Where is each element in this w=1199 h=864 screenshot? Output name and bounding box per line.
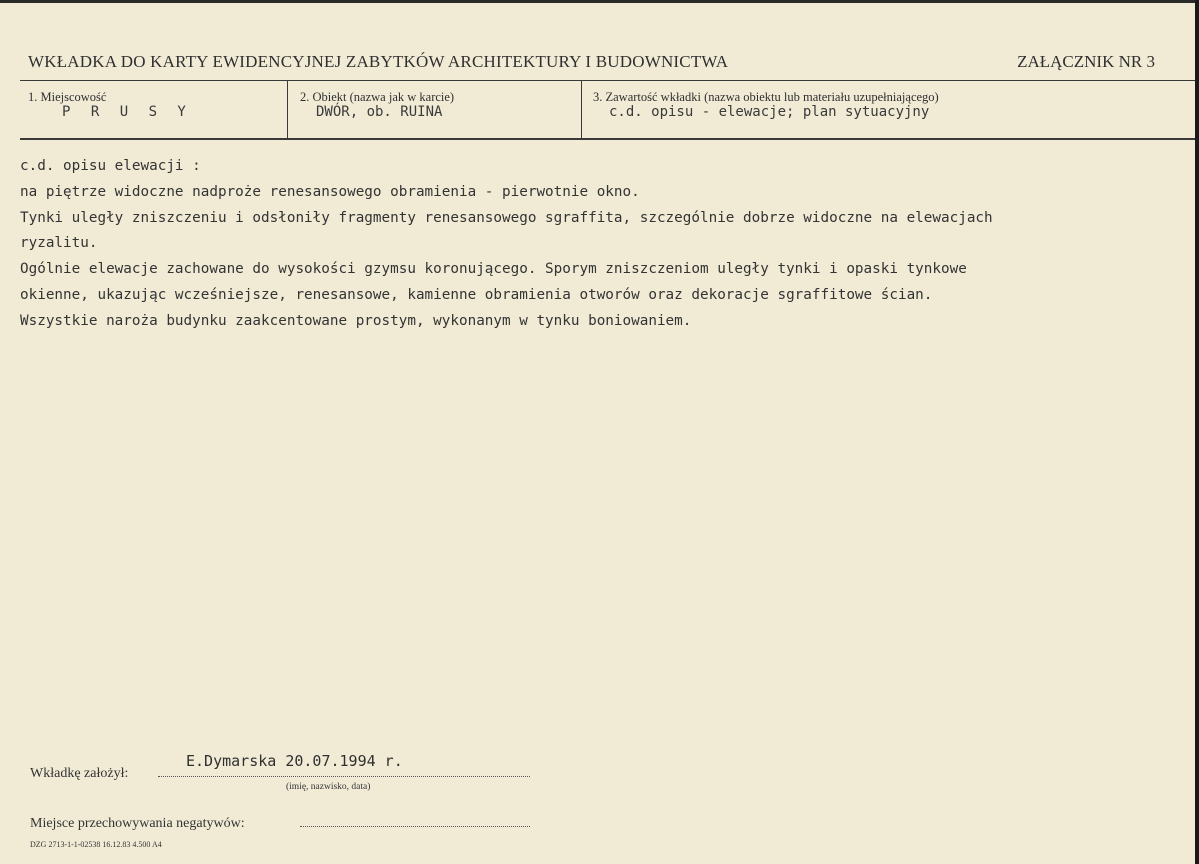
- description-line: Ogólnie elewacje zachowane do wysokości gzymsu koronującego. Sporym zniszczeniom uległy tynki i opaski tynkowe: [20, 261, 967, 278]
- description-line: Wszystkie naroża budynku zaakcentowane prostym, wykonanym w tynku boniowaniem.: [20, 312, 692, 329]
- insert-contents-value: c.d. opisu - elewacje; plan sytuacyjny: [609, 104, 930, 120]
- card-top-edge: [0, 0, 1199, 3]
- insert-contents-label: 3. Zawartość wkładki (nazwa obiektu lub materiału uzupełniającego): [593, 90, 939, 104]
- object-label: 2. Obiekt (nazwa jak w karcie): [300, 90, 455, 104]
- description-text: [20, 154, 1185, 335]
- description-line: c.d. opisu elewacji :: [20, 158, 201, 174]
- field-separator-1: [287, 80, 288, 138]
- created-by-line: [158, 776, 530, 777]
- locality-label: 1. Miejscowość: [28, 90, 107, 104]
- created-by-label: Wkładkę założył:: [30, 766, 129, 781]
- created-by-value: E.Dymarska 20.07.1994 r.: [186, 752, 403, 770]
- locality-value: P R U S Y: [62, 104, 192, 120]
- annex-number: ZAŁĄCZNIK NR 3: [1017, 52, 1155, 71]
- header-divider: [20, 80, 1195, 81]
- object-value: DWÓR, ob. RUINA: [316, 104, 443, 120]
- print-code: DZG 2713-1-1-02538 16.12.83 4.500 A4: [30, 840, 162, 849]
- field-separator-2: [581, 80, 582, 138]
- description-line: okienne, ukazując wcześniejsze, renesansowe, kamienne obramienia otworów oraz dekoracje sgraffitowe ścian.: [20, 286, 933, 303]
- fields-divider: [20, 138, 1195, 140]
- form-title: WKŁADKA DO KARTY EWIDENCYJNEJ ZABYTKÓW ARCHITEKTURY I BUDOWNICTWA: [28, 52, 729, 71]
- negatives-location-label: Miejsce przechowywania negatywów:: [30, 816, 245, 831]
- description-line: ryzalitu.: [20, 235, 98, 252]
- description-line: Tynki uległy zniszczeniu i odsłoniły fragmenty renesansowego sgraffita, szczególnie dobrze widoczne na elewacjach: [20, 209, 993, 226]
- description-line: na piętrze widoczne nadproże renesansowego obramienia - pierwotnie okno.: [20, 183, 640, 200]
- created-by-caption: (imię, nazwisko, data): [286, 782, 371, 792]
- negatives-location-line: [300, 826, 530, 827]
